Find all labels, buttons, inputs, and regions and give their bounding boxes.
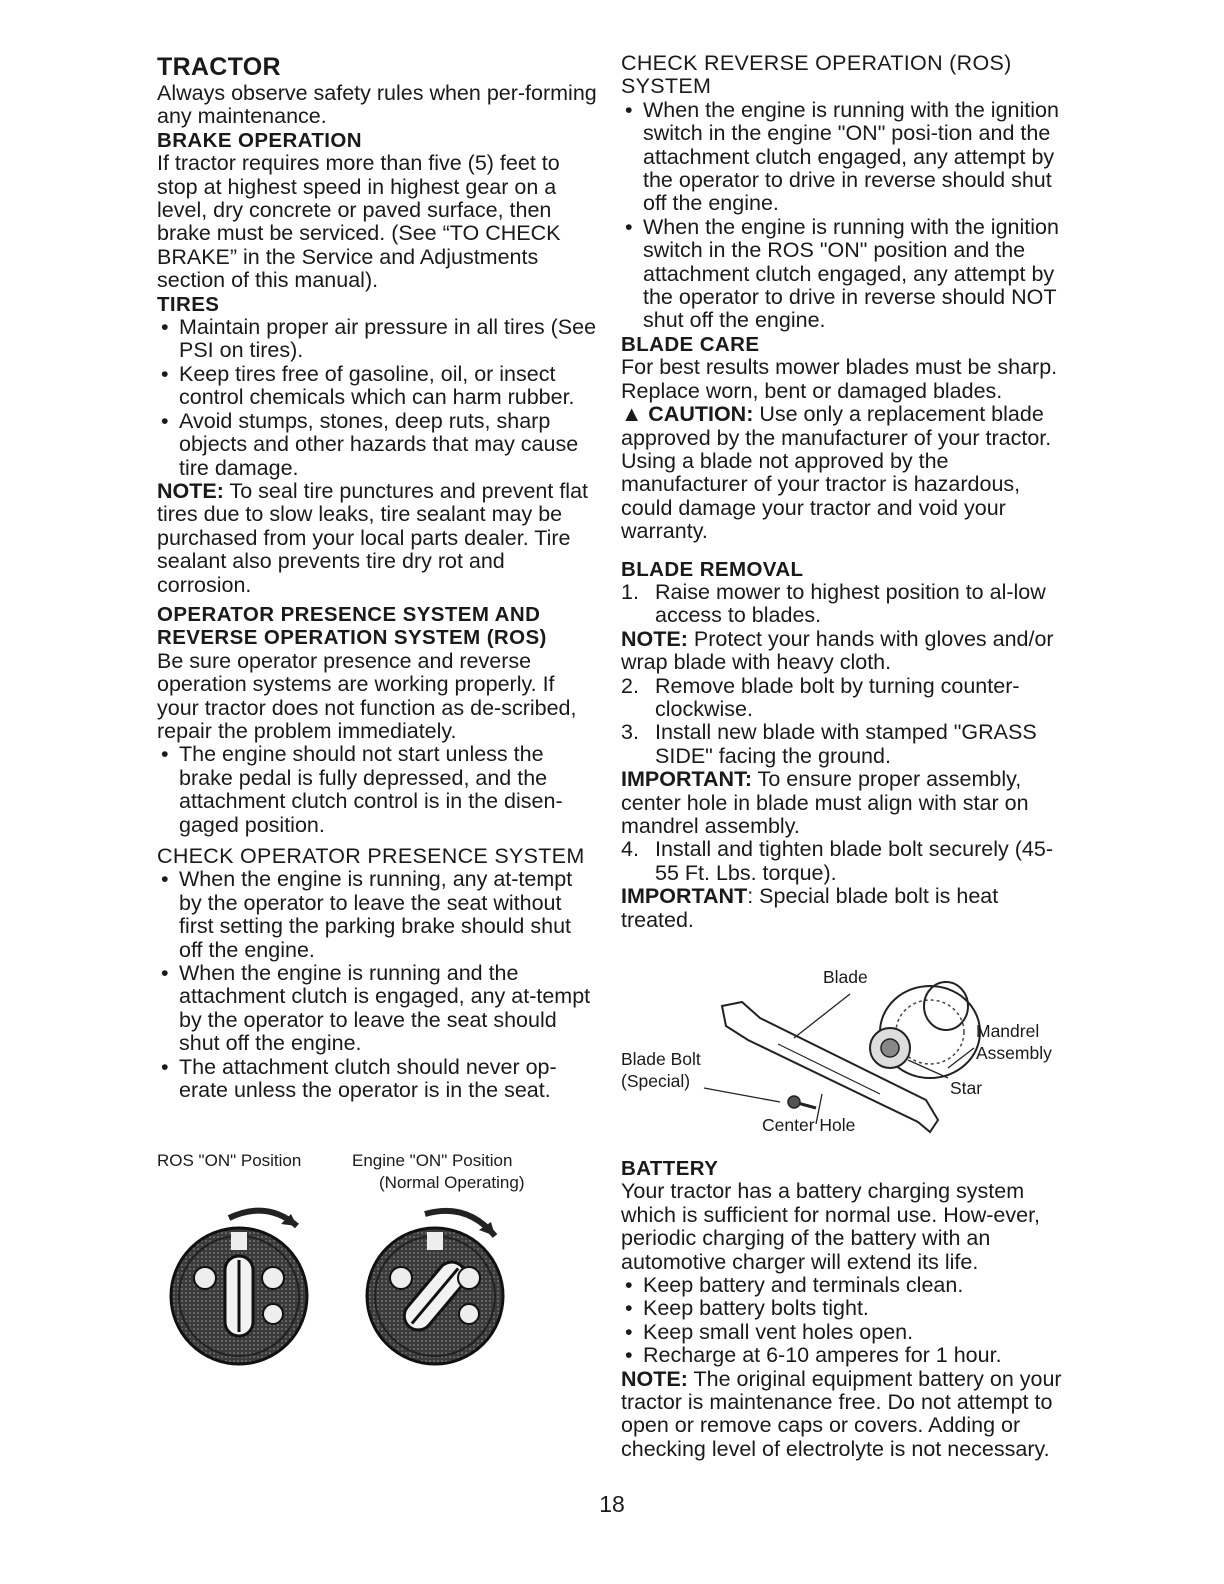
removal-steps-3 [621,838,1071,885]
tires-list [157,316,597,480]
list-item: • Keep battery and terminals clean. [621,1274,1071,1297]
brake-text: If tractor requires more than five (5) feet to stop at highest speed in highest gear on a level, dry concrete or paved surface, then brake must be serviced. (See “TO CHECK BRAKE” in the Service and Adjustments section of this manual). [157,151,561,293]
battery-heading: BATTERY [621,1157,719,1180]
list-item: • When the engine is running and the attachment clutch is engaged, any at-tempt by the operator to leave the seat should shut off the engine. [157,962,597,1056]
mandrel-icon [870,982,980,1078]
tires-heading: TIRES [157,292,220,316]
ops-heading: OPERATOR PRESENCE SYSTEM AND REVERSE OPERATION SYSTEM (ROS) [157,602,547,650]
right-column [621,52,1071,932]
tractor-intro: Always observe safety rules when per-forming any maintenance. [157,81,597,129]
list-item: 2. Remove blade bolt by turning counter-clockwise. [621,673,1020,721]
important-note-1: IMPORTANT: To ensure proper assembly, center hole in blade must align with star on mandrel assembly. [621,767,1029,838]
ignition-switch-drawings [157,1148,597,1378]
check-ros-heading: CHECK REVERSE OPERATION (ROS) SYSTEM [621,51,1012,99]
list-item: • When the engine is running, any at-tempt by the operator to leave the seat without first setting the parking brake should shut off the engine. [157,868,597,962]
list-item: 4. Install and tighten blade bolt securely (45-55 Ft. Lbs. torque). [621,837,1053,885]
important-note-2: IMPORTANT: Special blade bolt is heat treated. [621,884,999,932]
list-item: • Avoid stumps, stones, deep ruts, sharp objects and other hazards that may cause tire damage. [157,410,597,480]
list-item: • When the engine is running with the ignition switch in the engine "ON" posi-tion and the attachment clutch engaged, any attempt by the operator to drive in reverse should shut off the engine. [621,99,1071,216]
label-star: Star [950,1078,983,1098]
list-item: 3. Install new blade with stamped "GRASS SIDE" facing the ground. [621,720,1037,768]
removal-steps-2 [621,675,1071,769]
list-item: • Recharge at 6-10 amperes for 1 hour. [621,1344,1071,1367]
note-label: NOTE: [157,478,224,503]
removal-steps-1 [621,581,1071,628]
list-item: • Keep battery bolts tight. [621,1297,1071,1320]
caption-ros: ROS "ON" Position [157,1151,302,1170]
caption-engine: Engine "ON" Position [352,1151,513,1170]
label-blade: Blade [823,967,868,987]
blade-care-text: For best results mower blades must be sharp. Replace worn, bent or damaged blades. [621,355,1058,403]
blade-care-heading: BLADE CARE [621,332,760,356]
bolt-icon [788,1096,816,1108]
battery-list [621,1274,1071,1368]
list-item: • Keep small vent holes open. [621,1321,1071,1344]
engine-switch-icon [367,1211,503,1364]
caption-normal: (Normal Operating) [379,1173,525,1192]
gloves-note: NOTE: Protect your hands with gloves and/or wrap blade with heavy cloth. [621,626,1054,675]
ignition-switch-figure [157,1148,597,1378]
list-item: • Maintain proper air pressure in all tires (See PSI on tires). [157,316,597,363]
note-text: To seal tire punctures and prevent flat tires due to slow leaks, tire sealant may be purchased from your local parts dealer. Tire sealant also prevents tire dry rot and corrosion. [157,478,589,597]
blade-removal-heading: BLADE REMOVAL [621,557,804,581]
ros-switch-icon [171,1211,307,1364]
battery-text: Your tractor has a battery charging system which is sufficient for normal use. How-ever, periodic charging of the battery with an automotive charger will extend its life. [621,1179,1041,1274]
check-ops-heading: CHECK OPERATOR PRESENCE SYSTEM [157,844,585,868]
warning-icon: ▲ [621,402,649,427]
label-assembly: Assembly [976,1043,1052,1063]
label-mandrel: Mandrel [976,1021,1040,1041]
page-number: 18 [599,1491,625,1517]
ops-text: Be sure operator presence and reverse operation systems are working properly. If your tractor does not function as de-scribed, repair the problem immediately. [157,648,577,743]
list-item: • Keep tires free of gasoline, oil, or insect control chemicals which can harm rubber. [157,363,597,410]
list-item: • When the engine is running with the ignition switch in the ROS "ON" position and the attachment clutch engaged, any attempt by the operator to drive in reverse should NOT shut off the engine. [621,216,1071,333]
tires-note [157,480,597,597]
label-special: (Special) [621,1071,691,1091]
list-item: • The attachment clutch should never op-erate unless the operator is in the seat. [157,1056,597,1103]
blade-figure [618,962,1078,1148]
tractor-heading: TRACTOR [157,53,281,81]
brake-heading: BRAKE OPERATION [157,128,362,152]
label-blade-bolt: Blade Bolt [621,1049,701,1069]
check-ops-list [157,868,597,1102]
ops-list [157,743,597,837]
battery-note: NOTE: The original equipment battery on your tractor is maintenance free. Do not attempt to open or remove caps or covers. Adding or checking level of electrolyte is not necessary. [621,1366,1062,1461]
list-item: 1. Raise mower to highest position to al-low access to blades. [621,579,1046,628]
caution-block [621,403,1071,543]
label-center-hole: Center Hole [762,1115,856,1135]
left-column [157,52,597,1102]
caution-label: CAUTION: [648,402,754,427]
check-ros-list [621,99,1071,333]
list-item: • The engine should not start unless the brake pedal is fully depressed, and the attachment clutch control is in the disen-gaged position. [157,743,597,837]
caution-text: Use only a replacement blade approved by the manufacturer of your tractor. Using a blade not approved by the manufacturer of your tractor is hazardous, could damage your tractor and void your warranty. [621,402,1052,544]
battery-section [621,1157,1071,1461]
